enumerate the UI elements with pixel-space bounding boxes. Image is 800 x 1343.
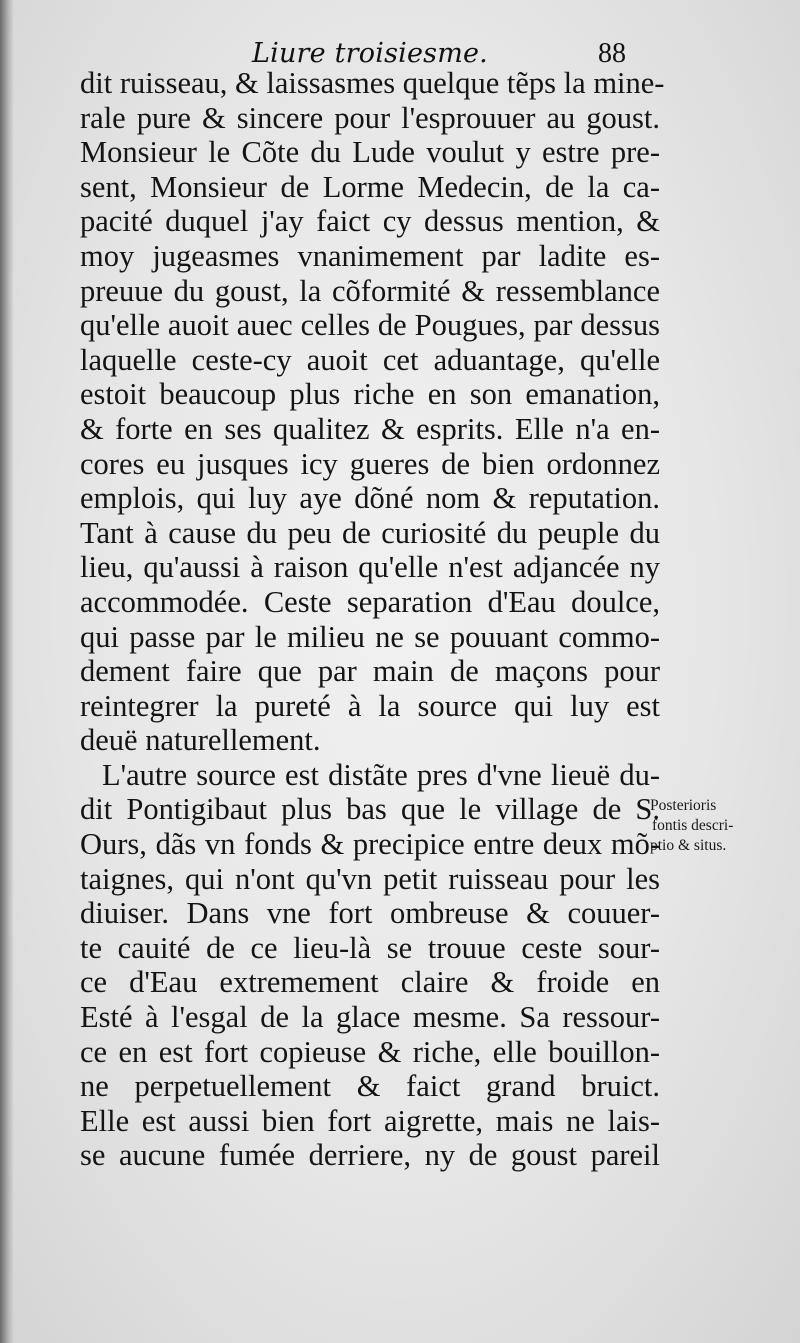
text-line: emplois, qui luy aye dõné nom & reputation. xyxy=(80,481,660,516)
text-line: taignes, qui n'ont qu'vn petit ruisseau pour les xyxy=(80,861,660,896)
text-line: Elle est aussi bien fort aigrette, mais ne lais- xyxy=(80,1103,660,1138)
text-line: accommodée. Ceste separation d'Eau doulce, xyxy=(80,584,660,619)
text-line: & forte en ses qualitez & esprits. Elle n'a en- xyxy=(80,411,660,446)
text-line: L'autre source est distãte pres d'vne lieuë du- xyxy=(102,757,660,792)
text-line: rale pure & sincere pour l'esprouuer au goust. xyxy=(80,100,660,135)
marginal-note-line: ptio & situs. xyxy=(650,837,727,854)
text-line: estoit beaucoup plus riche en son emanation, xyxy=(80,377,660,412)
text-line: reintegrer la pureté à la source qui luy est xyxy=(80,688,660,723)
text-line: preuue du goust, la cõformité & ressemblance xyxy=(80,273,660,308)
marginal-note-line: Posterioris xyxy=(650,797,717,814)
text-line: ce en est fort copieuse & riche, elle bouillon- xyxy=(80,1034,660,1069)
text-line: Tant à cause du peu de curiosité du peuple du xyxy=(80,515,660,550)
text-line: laquelle ceste-cy auoit cet aduantage, qu'elle xyxy=(80,342,660,377)
text-line: pacité duquel j'ay faict cy dessus mention, & xyxy=(80,204,660,239)
text-line: moy jugeasmes vnanimement par ladite es- xyxy=(80,238,660,273)
text-line: diuiser. Dans vne fort ombreuse & couuer- xyxy=(80,896,660,931)
running-head-title: Liure troisiesme. xyxy=(252,38,488,69)
text-line: dement faire que par main de maçons pour xyxy=(80,654,660,689)
text-line: Monsieur le Cõte du Lude voulut y estre pre- xyxy=(80,135,660,170)
text-line: deuë naturellement. xyxy=(80,723,321,758)
text-line: qu'elle auoit auec celles de Pougues, par dessus xyxy=(80,308,660,343)
text-line: cores eu jusques icy gueres de bien ordonnez xyxy=(80,446,660,481)
text-line: sent, Monsieur de Lorme Medecin, de la ca- xyxy=(80,169,660,204)
text-line: qui passe par le milieu ne se pouuant commo- xyxy=(80,619,660,654)
text-line: Ours, dãs vn fonds & precipice entre deux mõ- xyxy=(80,827,660,862)
body-text xyxy=(80,66,665,1173)
text-line: ne perpetuellement & faict grand bruict. xyxy=(80,1069,660,1104)
text-line: dit Pontigibaut plus bas que le village de S. xyxy=(80,792,660,827)
text-line: Esté à l'esgal de la glace mesme. Sa ressour- xyxy=(80,1000,660,1035)
marginal-note-line: fontis descri- xyxy=(652,817,734,834)
text-line: se aucune fumée derriere, ny de goust pareil xyxy=(80,1138,660,1173)
page-gutter-shadow xyxy=(0,0,14,1343)
text-line: ce d'Eau extremement claire & froide en xyxy=(80,965,660,1000)
page-number: 88 xyxy=(598,38,626,69)
text-line: lieu, qu'aussi à raison qu'elle n'est adjancée ny xyxy=(80,550,660,585)
marginal-note xyxy=(650,796,780,856)
text-line: te cauité de ce lieu-là se trouue ceste sour- xyxy=(80,930,660,965)
text-line: dit ruisseau, & laissasmes quelque tẽps la mine- xyxy=(80,66,665,100)
